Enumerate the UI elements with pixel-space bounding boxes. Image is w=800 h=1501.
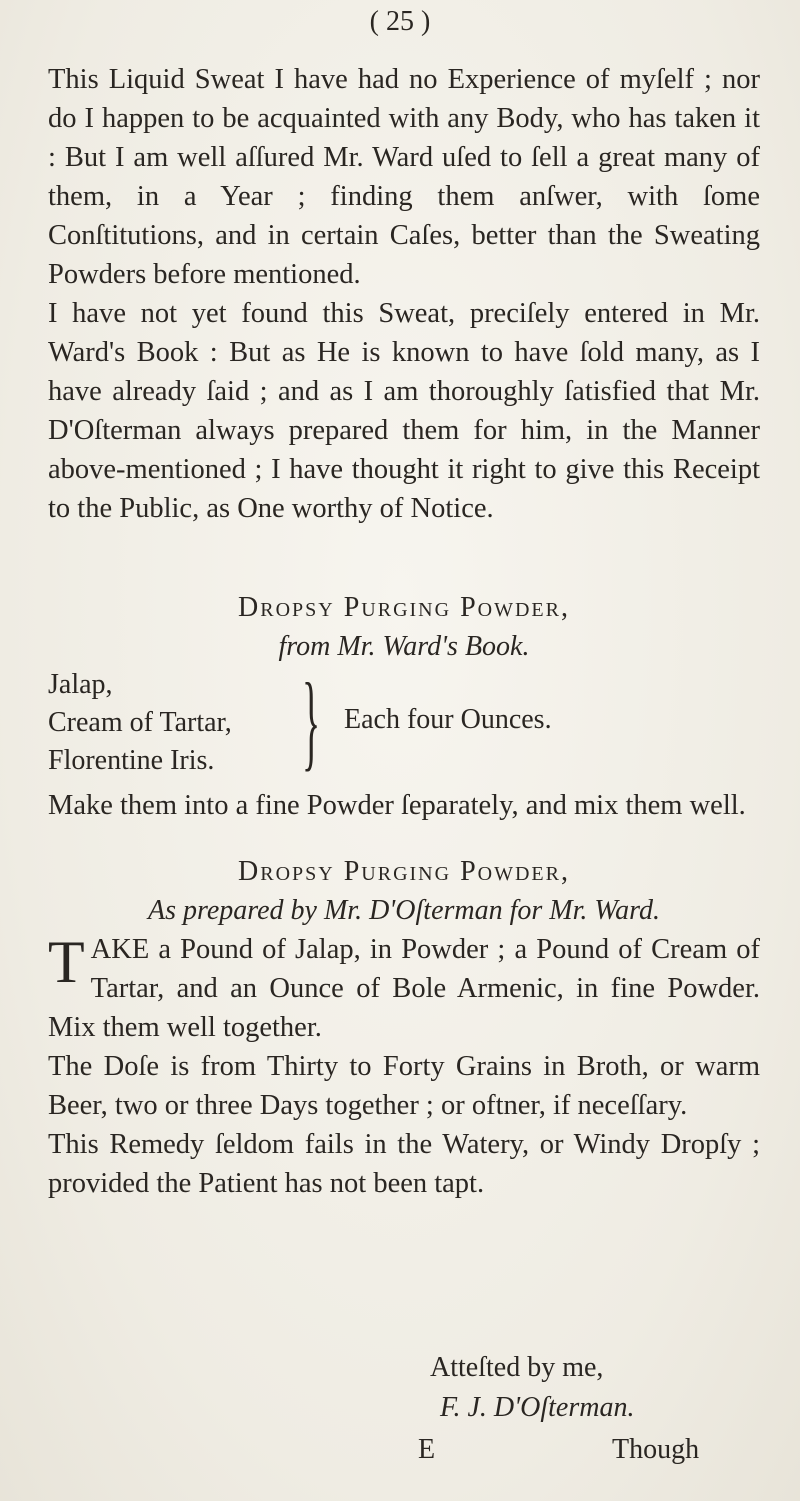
ingredient: Jalap, [48, 669, 113, 700]
drop-cap: T [48, 929, 85, 995]
recipe-one [48, 588, 760, 825]
paragraph-not-found: I have not yet found this Sweat, preciſely entered in Mr. Ward's Book : But as He is known to have ſold many, as I have already ſaid ; and as I am thoroughly ſatisfied that Mr. D'Oſterman always prepared them for him, in the Manner above-mentioned ; I have thought it right to give this Receipt to the Public, as One worthy of Notice. [48, 298, 760, 524]
ingredient-quantity: Each four Ounces. [344, 704, 552, 735]
signature-mark: E [418, 1434, 436, 1465]
recipe-one-ingredients [48, 662, 760, 786]
attestation: Atteſted by me, [430, 1352, 604, 1383]
recipe-two-remedy: This Remedy ſeldom fails in the Watery, or Windy Dropſy ; provided the Patient has not been tapt. [48, 1129, 760, 1199]
main-text [48, 60, 760, 528]
recipe-two [48, 852, 760, 1203]
recipe-two-subtitle: As prepared by Mr. D'Oſterman for Mr. Ward. [147, 895, 661, 926]
recipe-one-instruction: Make them into a fine Powder ſeparately, and mix them well. [48, 790, 746, 821]
catchword: Though [612, 1434, 700, 1465]
page-number: ( 25 ) [369, 6, 431, 37]
signature: F. J. D'Oſterman. [440, 1392, 635, 1423]
recipe-two-title: Dropsy Purging Powder, [238, 856, 570, 887]
ingredient: Cream of Tartar, [48, 707, 232, 738]
recipe-one-subtitle: from Mr. Ward's Book. [278, 631, 530, 662]
recipe-one-title: Dropsy Purging Powder, [238, 592, 570, 623]
recipe-two-instruction: TAKE a Pound of Jalap, in Powder ; a Pound of Cream of Tartar, and an Ounce of Bole Armenic, in fine Powder. Mix them well together. [48, 929, 760, 1043]
brace-mark: } [302, 662, 321, 781]
paragraph-liquid-sweat: This Liquid Sweat I have had no Experience of myſelf ; nor do I happen to be acquainted with any Body, who has taken it : But I am well aſſured Mr. Ward uſed to ſell a great many of them, in a Year ; finding them anſwer, with ſome Conſtitutions, and in certain Caſes, better than the Sweating Powders before mentioned. [48, 64, 760, 290]
recipe-two-dose: The Doſe is from Thirty to Forty Grains in Broth, or warm Beer, two or three Days together ; or oftner, if neceſſary. [48, 1051, 760, 1121]
ingredient-list [48, 666, 232, 780]
ingredient: Florentine Iris. [48, 745, 215, 776]
